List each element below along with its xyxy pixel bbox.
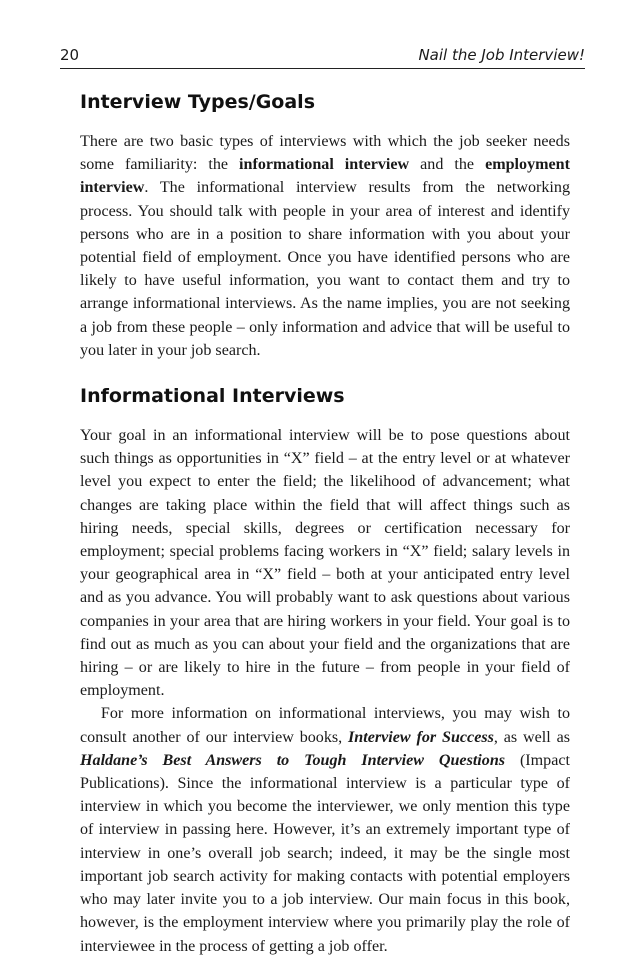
running-book-title: Nail the Job Interview!	[418, 46, 585, 64]
book-title-interview-for-success: Interview for Success	[348, 728, 494, 746]
book-title-haldanes-best-answers: Haldane’s Best Answers to Tough Interview Questions	[80, 751, 506, 769]
bold-term-employment-interview: employment interview	[80, 156, 570, 197]
text-run: For more information on informational interviews, you may wish to consult another of our interview books,	[80, 705, 570, 746]
section-heading-interview-types: Interview Types/Goals	[80, 91, 316, 113]
paragraph-informational-goals: Your goal in an informational interview will be to pose questions about such things as opportunities in “X” field – at the entry level or at whatever level you expect to enter the field; the likelihood of advancement; what changes are taking place within the field that will affect things such as hiring needs, special skills, degrees or certification necessary for employment; special problems facing workers in “X” field; salary levels in your geographical area in “X” field – both at your anticipated entry level and as you advance. You will probably want to ask questions about various companies in your area that are hiring workers in your field. Your goal is to find out as much as you can about your field and the organizations that are hiring – or are likely to hire in the future – from people in your field of employment.	[80, 427, 570, 700]
running-header	[60, 44, 585, 69]
page-content	[80, 88, 570, 958]
bold-term-informational-interview: informational interview	[239, 156, 410, 174]
page-number: 20	[60, 46, 80, 64]
text-run: There are two basic types of interviews with which the job seeker needs some familiarity: the	[80, 133, 570, 174]
section-heading-informational-interviews: Informational Interviews	[80, 385, 345, 408]
paragraph-interview-types	[80, 130, 570, 362]
paragraph-more-information	[80, 702, 570, 957]
text-run: and the	[409, 156, 486, 174]
text-run: , as well as	[493, 728, 571, 746]
text-run: . The informational interview results from the networking process. You should talk with people in your area of interest and identify persons who are in a position to share information with you about your potential field of employment. Once you have identified persons who are likely to have useful information, you want to contact them and try to arrange informational interviews. As the name implies, you are not seeking a job from these people – only information and advice that will be useful to you later in your job search.	[80, 179, 570, 359]
text-run: (Impact Publications). Since the informational interview is a particular type of interview in which you become the interviewer, we only mention this type of interview in passing here. However, it’s an extremely important type of interview in one’s overall job search; indeed, it may be the single most important job search activity for making contacts with potential employers who may later invite you to a job interview. Our main focus in this book, however, is the employment interview where you primarily play the role of interviewee in the process of getting a job offer.	[80, 751, 570, 955]
